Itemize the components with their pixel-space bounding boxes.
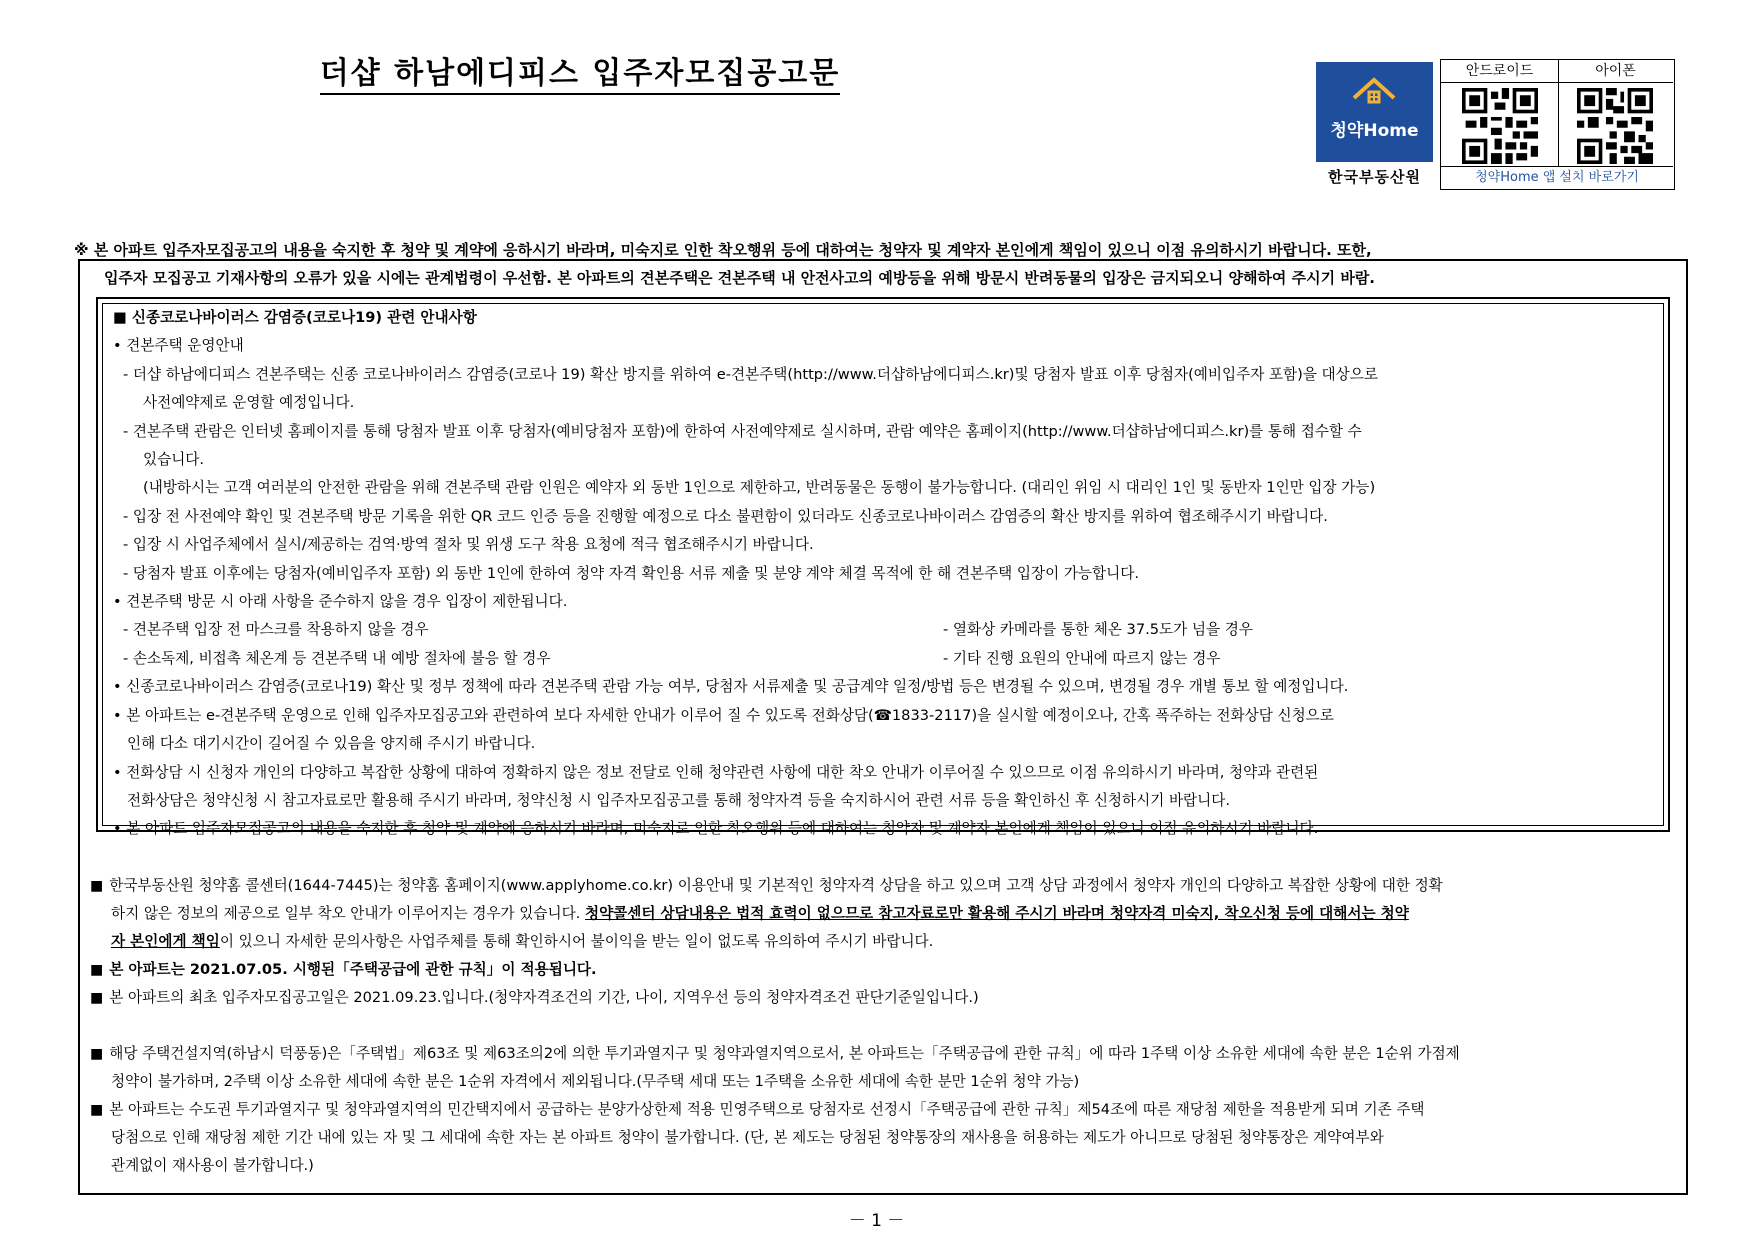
list-item: - 기타 진행 요원의 안내에 따르지 않는 경우 <box>943 649 1221 667</box>
notice-body <box>90 872 1676 1180</box>
android-qr-code[interactable] <box>1462 88 1538 164</box>
underlined-warning: 자 본인에게 책임 <box>111 933 220 950</box>
paragraph-line: 당첨으로 인해 재당첨 제한 기간 내에 있는 자 및 그 세대에 속한 자는 본 아파트 청약이 불가합니다. (단, 본 제도는 당첨된 청약통장의 재사용을 허용하는 제도가 아니므로 당첨된 청약통장은 계약여부와 <box>111 1129 1384 1146</box>
list-item: 있습니다. <box>143 451 205 469</box>
list-item-pair <box>113 645 1655 673</box>
list-item: - 더샵 하남에디피스 견본주택는 신종 코로나바이러스 감염증(코로나 19) 확산 방지를 위하여 e-견본주택(http://www.더샵하남에디피스.kr)및 당첨자 발표 이후 당첨자(예비입주자 포함)을 대상으로 <box>123 365 1378 383</box>
paragraph-line: 자 본인에게 책임이 있으니 자세한 문의사항은 사업주체를 통해 확인하시어 불이익을 받는 일이 없도록 유의하여 주시기 바랍니다. <box>111 933 934 950</box>
qr-code-panel <box>1440 59 1675 190</box>
paragraph-line: ■ 본 아파트는 2021.07.05. 시행된「주택공급에 관한 규칙」이 적용됩니다. <box>90 961 597 978</box>
list-item: • 전화상담 시 신청자 개인의 다양하고 복잡한 상황에 대하여 정확하지 않은 정보 전달로 인해 청약관련 사항에 대한 착오 안내가 이루어질 수 있으므로 이점 유의하시기 바라며, 청약과 관련된 <box>113 763 1319 781</box>
page-number: － 1 － <box>848 1211 905 1231</box>
list-item: - 입장 전 사전예약 확인 및 견본주택 방문 기록을 위한 QR 코드 인증 등을 진행할 예정으로 다소 불편함이 있더라도 신종코로나바이러스 감염증의 확산 방지를 위하여 협조해주시기 바랍니다. <box>123 507 1328 525</box>
square-bullet-icon: ■ <box>90 962 104 978</box>
square-bullet-icon: ■ <box>90 1046 104 1062</box>
qr-app-install-link[interactable]: 청약Home 앱 설치 바로가기 <box>1441 166 1673 189</box>
covid-heading: ■ 신종코로나바이러스 감염증(코로나19) 관련 안내사항 <box>113 309 477 326</box>
square-bullet-icon: ■ <box>90 878 104 894</box>
notice-line: ※ 본 아파트 입주자모집공고의 내용을 숙지한 후 청약 및 계약에 응하시기 바라며, 미숙지로 인한 착오행위 등에 대하여는 청약자 및 계약자 본인에게 책임이 있으니 이점 유의하시기 바랍니다. 또한, <box>74 241 1372 259</box>
list-item: - 입장 시 사업주체에서 실시/제공하는 검역·방역 절차 및 위생 도구 착용 요청에 적극 협조해주시기 바랍니다. <box>123 536 814 554</box>
list-item: • 본 아파트 입주자모집공고의 내용을 숙지한 후 청약 및 계약에 응하시기 바라며, 미숙지로 인한 착오행위 등에 대하여는 청약자 및 계약자 본인에게 책임이 있으니 이점 유의하시기 바랍니다. <box>113 820 1319 838</box>
list-item: 사전예약제로 운영할 예정입니다. <box>143 394 355 412</box>
house-icon <box>1352 74 1396 118</box>
list-item: - 견본주택 관람은 인터넷 홈페이지를 통해 당첨자 발표 이후 당첨자(예비당첨자 포함)에 한하여 사전예약제로 실시하며, 관람 예약은 홈페이지(http://www.더샵하남에디피스.kr)를 통해 접수할 수 <box>123 422 1362 440</box>
list-item: • 견본주택 방문 시 아래 사항을 준수하지 않을 경우 입장이 제한됩니다. <box>113 593 568 611</box>
square-bullet-icon: ■ <box>90 990 104 1006</box>
list-item: - 손소독제, 비접촉 체온계 등 견본주택 내 예방 절차에 불응 할 경우 <box>123 649 551 667</box>
iphone-qr-code[interactable] <box>1577 88 1653 164</box>
logo-app-name: 청약Home <box>1330 121 1419 141</box>
list-item: - 견본주택 입장 전 마스크를 착용하지 않을 경우 <box>123 621 429 639</box>
paragraph-line: ■ 본 아파트의 최초 입주자모집공고일은 2021.09.23.입니다.(청약자격조건의 기간, 나이, 지역우선 등의 청약자격조건 판단기준일입니다.) <box>90 989 979 1006</box>
paragraph-line: 관계없이 재사용이 불가합니다.) <box>111 1157 314 1174</box>
covid-notice-box <box>96 297 1670 838</box>
list-item: - 당첨자 발표 이후에는 당첨자(예비입주자 포함) 외 동반 1인에 한하여 청약 자격 확인용 서류 제출 및 분양 계약 체결 목적에 한 해 견본주택 입장이 가능합니다. <box>123 564 1139 582</box>
page-title: 더샵 하남에디피스 입주자모집공고문 <box>0 48 1160 92</box>
qr-iphone-label: 아이폰 <box>1558 60 1673 83</box>
paragraph-line: ■ 해당 주택건설지역(하남시 덕풍동)은「주택법」제63조 및 제63조의2에 의한 투기과열지구 및 청약과열지역으로서, 본 아파트는「주택공급에 관한 규칙」에 따라 1주택 이상 소유한 세대에 속한 분은 1순위 가점제 <box>90 1045 1460 1062</box>
list-item: (내방하시는 고객 여러분의 안전한 관람을 위해 견본주택 관람 인원은 예약자 외 동반 1인으로 제한하고, 반려동물은 동행이 불가능합니다. (대리인 위임 시 대리인 1인 및 동반자 1인만 입장 가능) <box>143 479 1376 497</box>
list-item: 인해 다소 대기시간이 길어질 수 있음을 양지해 주시기 바랍니다. <box>127 735 536 753</box>
square-bullet-icon: ■ <box>90 1102 104 1118</box>
paragraph-line: 하지 않은 정보의 제공으로 일부 착오 안내가 이루어지는 경우가 있습니다. 청약콜센터 상담내용은 법적 효력이 없으므로 참고자료로만 활용해 주시기 바라며 청약자격 미숙지, 착오신청 등에 대해서는 청약 <box>111 905 1409 922</box>
paragraph-line: ■ 본 아파트는 수도권 투기과열지구 및 청약과열지역의 민간택지에서 공급하는 분양가상한제 적용 민영주택으로 당첨자로 선정시「주택공급에 관한 규칙」제54조에 따른 재당첨 제한을 적용받게 되며 기존 주택 <box>90 1101 1425 1118</box>
list-item: • 견본주택 운영안내 <box>113 337 244 355</box>
underlined-warning: 청약콜센터 상담내용은 법적 효력이 없으므로 참고자료로만 활용해 주시기 바라며 청약자격 미숙지, 착오신청 등에 대해서는 청약 <box>584 905 1409 922</box>
list-item: • 신종코로나바이러스 감염증(코로나19) 확산 및 정부 정책에 따라 견본주택 관람 가능 여부, 당첨자 서류제출 및 공급계약 일정/방법 등은 변경될 수 있으며, 변경될 경우 개별 통보 할 예정입니다. <box>113 678 1349 696</box>
list-item: 전화상담은 청약신청 시 참고자료로만 활용해 주시기 바라며, 청약신청 시 입주자모집공고를 통해 청약자격 등을 숙지하시어 관련 서류 등을 확인하신 후 신청하시기 바랍니다. <box>127 791 1230 809</box>
paragraph-line: 청약이 불가하며, 2주택 이상 소유한 세대에 속한 분은 1순위 자격에서 제외됩니다.(무주택 세대 또는 1주택을 소유한 세대에 속한 분만 1순위 청약 가능) <box>111 1073 1080 1090</box>
list-item: - 열화상 카메라를 통한 체온 37.5도가 넘을 경우 <box>943 621 1253 639</box>
list-item-pair <box>113 616 1655 644</box>
logo-org-name: 한국부동산원 <box>1328 168 1421 186</box>
paragraph-line: ■ 한국부동산원 청약홈 콜센터(1644-7445)는 청약홈 홈페이지(www.applyhome.co.kr) 이용안내 및 기본적인 청약자격 상담을 하고 있으며 고객 상담 과정에서 청약자 개인의 다양하고 복잡한 상황에 대한 정확 <box>90 877 1443 894</box>
notice-line: 입주자 모집공고 기재사항의 오류가 있을 시에는 관계법령이 우선함. 본 아파트의 견본주택은 견본주택 내 안전사고의 예방등을 위해 방문시 반려동물의 입장은 금지되오니 양해하여 주시기 바람. <box>104 269 1376 287</box>
list-item: • 본 아파트는 e-견본주택 운영으로 인해 입주자모집공고와 관련하여 보다 자세한 안내가 이루어 질 수 있도록 전화상담(☎1833-2117)을 실시할 예정이오나, 간혹 폭주하는 전화상담 신청으로 <box>113 706 1334 724</box>
qr-android-label: 안드로이드 <box>1441 60 1559 83</box>
applyhome-logo[interactable] <box>1316 62 1433 188</box>
